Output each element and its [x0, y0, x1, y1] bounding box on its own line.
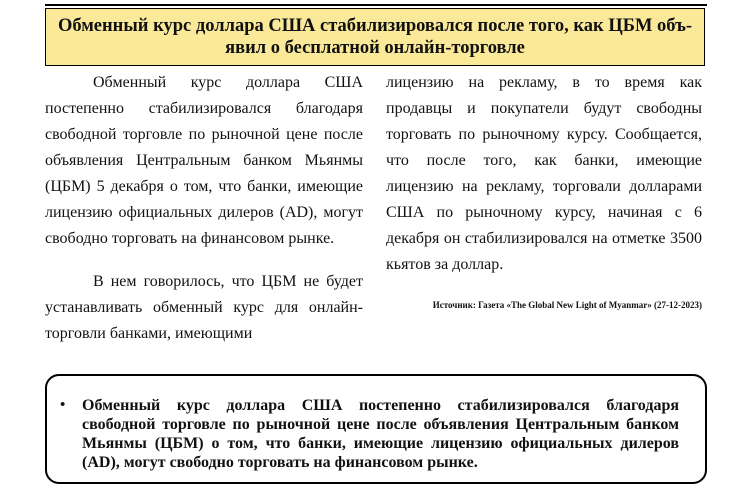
article-right-column [386, 70, 702, 278]
article-paragraph-3: лицензию на рекламу, в то время как продавцы и покупатели будут свободны торговать по рыночному курсу. Сообщается, что после того, как банки, имеющие лицензию на рекламу, торговали долларами США по рыночному курсу, начиная с 6 декабря он стабилизировался на отметке 3500 кьятов за доллар. [386, 74, 702, 273]
article-left-column [45, 70, 363, 347]
summary-item-text: Обменный курс доллара США постепенно стабилизировался благодаря свободной торговле по рыночной цене после объявления Центральным банком Мьянмы (ЦБМ) о том, что банки, имеющие лицензию официальных дилеров (AD), могут свободно торговать на финансовом рынке. [82, 397, 679, 471]
article-paragraph-1: Обменный курс доллара США постепенно стабилизировался благодаря свободной торговле по рыночной цене после объявления Центральным банком Мьянмы (ЦБМ) 5 декабря о том, что банки, имеющие лицензию официальных дилеров (AD), могут свободно торговать на финансовом рынке. [45, 74, 363, 247]
headline [52, 15, 698, 59]
headline-box [45, 8, 705, 66]
article-paragraph-2: В нем говорилось, что ЦБМ не будет устанавливать обменный курс для онлайн-торговли банками, имеющими [45, 273, 363, 342]
summary-item [60, 396, 679, 472]
summary-box [45, 374, 707, 484]
headline-line-2: явил о бесплатной онлайн-торговле [225, 38, 525, 58]
top-rule [45, 4, 707, 6]
headline-line-1: Обменный курс доллара США стабилизировался после того, как ЦБМ объ- [57, 16, 693, 36]
bullet-icon: • [60, 397, 66, 413]
source-citation: Источник: Газета «The Global New Light of Myanmar» (27-12-2023) [432, 300, 702, 310]
